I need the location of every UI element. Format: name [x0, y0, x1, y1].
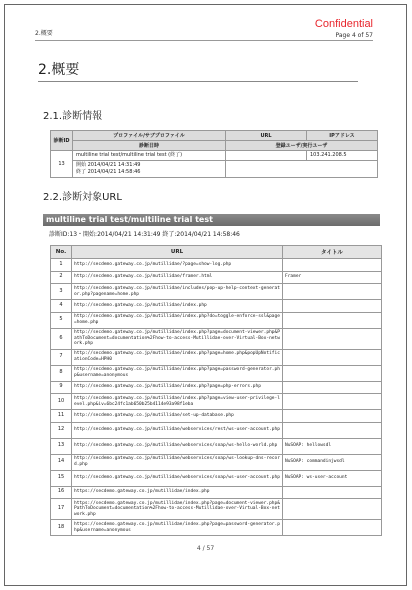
table-row — [51, 312, 382, 328]
header-profile: プロファイル/サブプロファイル — [73, 131, 226, 141]
header-user: 登録ユーザ/実行ユーザ — [226, 141, 378, 151]
table-row — [51, 422, 382, 438]
row-title — [283, 349, 382, 365]
user-value — [226, 161, 378, 178]
header-datetime: 診断日時 — [73, 141, 226, 151]
table-row — [51, 438, 382, 454]
row-url: http://secdemo.gateway.co.jp/mutillidae/webservices/soap/ws-hello-world.php — [72, 438, 283, 454]
row-title — [283, 486, 382, 499]
row-number: 3 — [51, 284, 72, 300]
row-number: 5 — [51, 312, 72, 328]
row-url: https://secdemo.gateway.co.jp/mutillidae/index.php?page=document-viewer.php&PathToDocument=documentation%2Fhow-to-access-Mutillidae-over-Virtual-Box-network.php — [72, 499, 283, 520]
datetime-value — [73, 161, 226, 178]
row-url: http://secdemo.gateway.co.jp/mutillidae/webservices/soap/ws-user-account.php — [72, 470, 283, 486]
subsection-heading-urls: 2.2.診断対象URL — [43, 192, 122, 203]
header-no: No. — [51, 246, 72, 259]
row-url: http://secdemo.gateway.co.jp/mutillidae/index.php?page=view-user-privilege-level.php&iv=6bc24fc1ab650b25b4114e93a98f1eba — [72, 394, 283, 410]
row-title: NuSOAP: hellowsdl — [283, 438, 382, 454]
header-url: URL — [226, 131, 307, 141]
row-title — [283, 259, 382, 272]
row-url: http://secdemo.gateway.co.jp/mutillidae/webservices/rest/ws-user-account.php — [72, 422, 283, 438]
row-number: 13 — [51, 438, 72, 454]
row-number: 10 — [51, 394, 72, 410]
row-number: 2 — [51, 271, 72, 284]
row-title: NuSOAP: ws-user-account — [283, 470, 382, 486]
table-row — [51, 410, 382, 423]
row-title — [283, 394, 382, 410]
row-url: https://secdemo.gateway.co.jp/mutillidae/index.php — [72, 486, 283, 499]
table-row — [51, 381, 382, 394]
row-number: 8 — [51, 365, 72, 381]
table-row — [51, 259, 382, 272]
confidential-label: Confidential — [314, 18, 373, 30]
target-banner-subtitle: 診断ID:13・開始:2014/04/21 14:31:49 終了:2014/04/21 14:58:46 — [49, 231, 240, 238]
table-row — [51, 394, 382, 410]
row-number: 11 — [51, 410, 72, 423]
header-divider — [35, 40, 373, 41]
row-number: 4 — [51, 300, 72, 313]
row-title — [283, 284, 382, 300]
table-row — [51, 365, 382, 381]
table-row — [51, 486, 382, 499]
row-url: http://secdemo.gateway.co.jp/mutillidae/webservices/soap/ws-lookup-dns-record.php — [72, 454, 283, 470]
row-title: NuSOAP: commandinjwsdl — [283, 454, 382, 470]
running-header-section: 2.概要 — [35, 30, 53, 37]
header-ip: IPアドレス — [307, 131, 378, 141]
table-row — [51, 328, 382, 349]
url-value — [226, 151, 307, 161]
subsection-heading-info: 2.1.診断情報 — [43, 111, 103, 122]
header-diagnosis-id: 診断ID — [51, 131, 73, 151]
row-url: http://secdemo.gateway.co.jp/mutillidae/index.php?page=password-generator.php&username=anonymous — [72, 365, 283, 381]
row-url: http://secdemo.gateway.co.jp/mutillidae/?page=show-log.php — [72, 259, 283, 272]
row-number: 7 — [51, 349, 72, 365]
table-row — [51, 284, 382, 300]
row-number: 12 — [51, 422, 72, 438]
row-number: 9 — [51, 381, 72, 394]
target-banner-title: multiline trial test/multiline trial test — [43, 214, 380, 226]
table-row — [51, 349, 382, 365]
row-number: 18 — [51, 520, 72, 536]
row-title — [283, 300, 382, 313]
row-title — [283, 520, 382, 536]
row-title — [283, 365, 382, 381]
row-url: http://secdemo.gateway.co.jp/mutillidae/framer.html — [72, 271, 283, 284]
header-title: タイトル — [283, 246, 382, 259]
row-url: http://secdemo.gateway.co.jp/mutillidae/index.php?do=toggle-enforce-ssl&page=home.php — [72, 312, 283, 328]
profile-value: multiline trial test/multiline trial test (終了) — [73, 151, 226, 161]
table-row — [51, 520, 382, 536]
row-title: Framer — [283, 271, 382, 284]
row-url: http://secdemo.gateway.co.jp/mutillidae/set-up-database.php — [72, 410, 283, 423]
start-datetime: 開始 2014/04/21 14:31:49 — [76, 162, 141, 168]
table-row — [51, 454, 382, 470]
row-number: 14 — [51, 454, 72, 470]
row-title — [283, 328, 382, 349]
page-indicator: Page 4 of 57 — [335, 32, 373, 39]
row-url: http://secdemo.gateway.co.jp/mutillidae/index.php?page=php-errors.php — [72, 381, 283, 394]
page-footer: 4 / 57 — [196, 545, 215, 552]
target-url-table — [50, 245, 382, 536]
row-number: 1 — [51, 259, 72, 272]
row-number: 6 — [51, 328, 72, 349]
heading-divider — [38, 81, 358, 82]
table-row — [51, 271, 382, 284]
ip-value: 103.241.208.5 — [307, 151, 378, 161]
row-number: 15 — [51, 470, 72, 486]
row-url: http://secdemo.gateway.co.jp/mutillidae/index.php?page=document-viewer.php&PathToDocument=documentation%2Fhow-to-access-Mutillidae-over-Virtual-Box-network.php — [72, 328, 283, 349]
table-row — [51, 470, 382, 486]
diagnosis-id-value: 13 — [51, 151, 73, 178]
document-page — [4, 4, 407, 586]
section-heading: 2.概要 — [38, 62, 80, 78]
row-title — [283, 422, 382, 438]
table-row — [51, 300, 382, 313]
row-url: http://secdemo.gateway.co.jp/mutillidae/index.php?page=home.php&popUpNotificationCode=HPH0 — [72, 349, 283, 365]
row-title — [283, 381, 382, 394]
row-title — [283, 410, 382, 423]
row-number: 17 — [51, 499, 72, 520]
row-url: http://secdemo.gateway.co.jp/mutillidae/includes/pop-up-help-context-generator.php?pagename=home.php — [72, 284, 283, 300]
row-number: 16 — [51, 486, 72, 499]
row-url: http://secdemo.gateway.co.jp/mutillidae/index.php — [72, 300, 283, 313]
row-title — [283, 312, 382, 328]
diagnosis-info-table — [50, 130, 378, 178]
row-title — [283, 499, 382, 520]
row-url: https://secdemo.gateway.co.jp/mutillidae/index.php?page=password-generator.php&username=anonymous — [72, 520, 283, 536]
table-row — [51, 499, 382, 520]
end-datetime: 終了 2014/04/21 14:58:46 — [76, 169, 141, 175]
header-url-col: URL — [72, 246, 283, 259]
